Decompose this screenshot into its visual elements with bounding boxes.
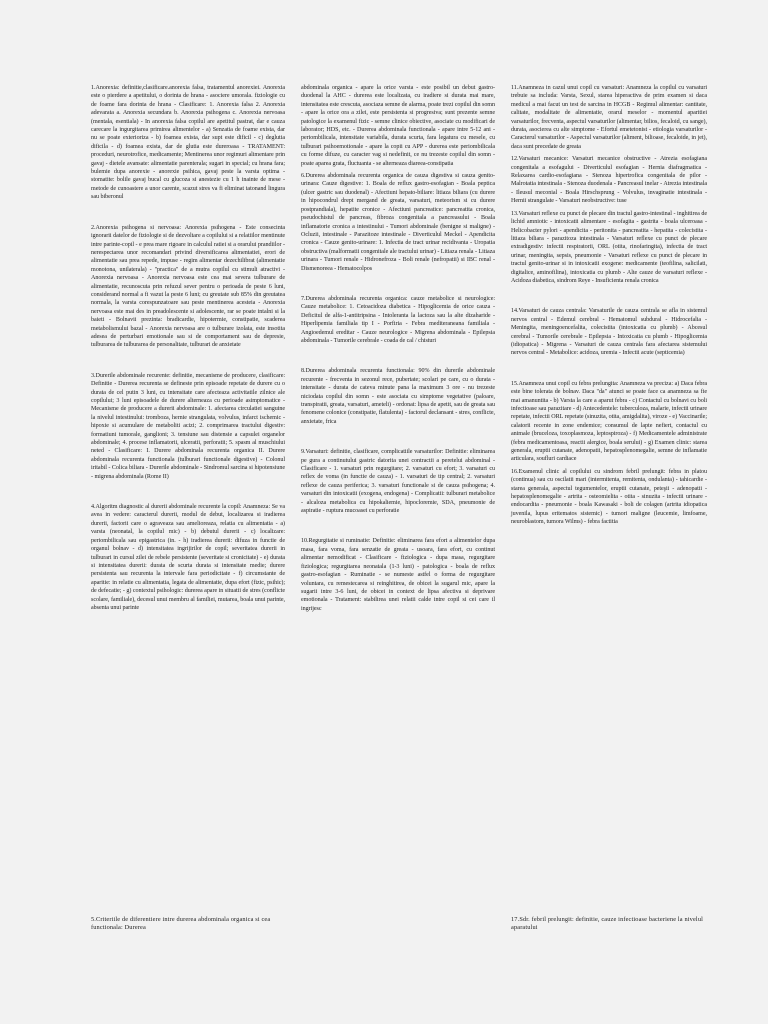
section-recurrent-abdominal-pain: 3.Durerile abdominale recurente: definitie, mecanisme de producere, clasificare: Definitie - Durerea recurenta se defineste prin episoade repetate de durere cu o durata de cel putin 3 luni, cu intensitate care afecteaza activitatile zilnice ale copilului; 3 luni episoadele de durere alterneaza cu perioade asimptomatice - Mecanisme de producere a durerii abdominale: 1. afectarea circulatiei sanguine la nivelul intestinului: tromboza, hernie strangulata, volvulus, infarct ischemic - hipoxie si acumulare de metaboliti acizi; 2. comprimarea tractului digestiv: formatiuni tumorale, ganglioni; 3. tensiune sau distensie a capsulei organelor abdominale; 4. procese inflamatorii, ulceratii, perforatii; 5. spasm al muschiului neted - Clasificare: I. Durere abdominala recurenta organica II. Durere abdominala recurenta functionala (tulburari functionale digestive) - Colonul iritabil - Colica biliara - Durerile abdominale - Sindromul sarcina si hipotensiune - migrena abdominala (Rome II) — [91, 372, 285, 480]
section-organic-metabolic-neurologic: 7.Durerea abdominala recurenta organica: cauze metabolice si neurologice: Cauze metabolice: 1. Cetoacidoza diabetica - Hipoglicemia de orice cauza - Deficitul de alfa-1-antitripsina - Intoleranta la lactoza sau la alte dizaharide - Hiperlipemia familiala tip I - Porfiria - Febra mediteraneana familiala - Angioedemul ereditar - Cauze neurologice - Migrena abdominala - Epilepsia abdominala - Tumorile cerebrale - coada de cal / chisturi — [301, 295, 495, 344]
section-functional-pain: 8.Durerea abdominala recurenta functionala: 90% din durerile abdominale recurente - frecventa in sezonul rece, pubertate; scolari pe care, cu o durata - intensitate - durata de cateva minute pana la maximum 3 ore - nu trezeste niciodata copilul din somn - este asociata cu simptome vegetative (paloare, transpiratii, greata, varsaturi, ameteli) - ordonat: lipsa de apetit, sau de greata sau fenomene colonice (constipatie, flatulenta) - factorul declansant - stres, conflicte, anxietate, frica — [301, 368, 495, 425]
text-column-right — [511, 84, 707, 531]
section-vomiting: 9.Varsaturi: definitie, clasificare, complicatiile varsaturilor: Definitie: eliminarea pe gura a continutului gastric datorita unei contractii a peretelui abdominal - Clasificare - 1. varsaturi prin regurgitare; 2. varsaturi cu efort; 3. varsaturi cu reflex de voma (in functie de cauza) - 1. varsaturi de tip central; 2. varsaturi reflexe de cauza periferica; 3. varsaturi functionale si de cauza psihogena; 4. varsaturi din intoxicatii (exogena, endogena) - Complicatii: tulburari metabolice - alcaloza metabolica cu hipokaliemie, hipocloremie, SDA, pneumonie de aspiratie - ruptura mucoasei cu perforatie — [301, 449, 495, 515]
footer-text-right: 17.Sdr. febril prelungit: definitie, cauze infectioase bacteriene la nivelul aparatului — [511, 916, 704, 932]
section-anorexia-definition: 1.Anorexia: definitie,clasificare.anorexia falsa, tratamentul anorexiei. Anorexia este o pierdere a apetitului, o dorinta de hrana - asociere umorala. fiziologie cu de foame fara dorinta de hrana - Clasificare: 1. Anorexia falsa 2. Anorexia adevarata a. Anorexia secundara b. Anorexia psihogena c. Anorexia nervoasa (mentala, esentiala) - In anorexia falsa copilul are apetitul pastrat, dar e cauza carecare la ingurgitarea primirea alimentelor - a) Senzatia de foame exista, dar nu se poate exterioriza - b) foamea exista, dar supt este dificil - c) deglutia dificila - d) foamea exista, dar de glutia este dureroasa - TRATAMENT: proceduri, neurotrofice, medicamente; Mentinerea unor regimuri alimentare prin gavaj - dietele avansate: alimentatie parenterala; sugari in special; cu hrana fara; bulemie dupa anorexie - anorexie psihica, gavaj peste la varsta optima - stomatite: bolile gavaj bucal cu glucoza si anestezie cu 1 h inainte de mese - metode de cunoastere a unor carente, scazut stres va fi eliminat tatonand lingura sau biberonul — [91, 85, 285, 201]
text-column-left — [91, 84, 285, 616]
section-regurgitation-rumination: 10.Regurgitatie si ruminatie: Definitie: eliminarea fara efort a alimentelor dupa masa, fara voma, fara senzatie de greata - usoara, fara efort, cu continut alimentar nemodificat - Clasificare - fiziologica - dupa masa, regurgitare fiziologica; regurgitarea neonatala (1-3 luni) - patologica - boala de reflux gastro-esofagian - Ruminatie - se numeste astfel o forma de regurgitare voluntara, cu remestecarea si reinghitirea, de obicei la sugarul mic, apare la sugarii intre 3-6 luni, de obicei in context de lipsa afectiva si deprivare emotionala - Tratament: stabilirea unei relatii calde intre copil si cei care il ingrijesc — [301, 538, 495, 612]
section-spacer — [301, 349, 495, 367]
section-mechanical-vomiting: 12.Varsaturi mecanice: Varsaturi mecanice obstructive - Atrezia esofagiana congenitala a esofagului - Diverticulul esofagian - Hernia diafragmatica - Relaxarea cardio-esofagiana - Stenoza hipertrofica congenitala de pilor - Malrotatia intestinala - Stenoza duodenala - Pancreasul inelar - Atrezia intestinala - Ileusul meconial - Boala Hirschsprung - Volvulus, invaginatie intestinala - Hernii strangulate - Varsaturi neobstructive: tuse — [511, 156, 707, 205]
section-spacer — [511, 362, 707, 380]
section-organic-vs-functional: abdominala organica - apare la orice varsta - este posibil un debut gastro-duodenal la AHC - durerea este localizata, cu iradiere si durata mai mare, intensitatea este crescuta, asociaza semne de alarma, poate trezi copilul din somn - apare la orice ora a zilei, este persistenta si progresiva; sunt prezente semne patologice la examenul fizic - semne clinice obiective, asociate cu modificari de laborator; HDS, etc. - Durerea abdominala functionala - apare intre 5-12 ani - periombilicala, intensitate variabila, durata scurta, fara legatura cu mesele, cu tulburari psihoemotionale - apare la copii cu APP - durerea este periombilicala cu forme difuze, cu caracter vag si nedefinit, ce nu trezeste copilul din somn - poate aparea grata, fluctuanta - se alterneaza diareea-constipatia — [301, 85, 495, 167]
section-spacer — [301, 277, 495, 295]
section-spacer — [511, 289, 707, 307]
section-diagnostic-algorithm: 4.Algoritm diagnostic al durerii abdominale recurente la copil: Anamneza: Se va avea in vedere: caracterul durerii, modul de debut, localizarea si iradierea durerii, factorii care o agraveaza sau amelioreaza, relatia cu alimentatia - a) varsta (neonatal, la copilul mic) - b) debutul durerii - c) localizare: periombilicala sau epigastrica (in. - h) iradierea durerii: difuza in functie de organul bolnav - d) intensitatea ingrijirilor de copil; severitatea durerii in tulburari in cursul zilei de rebele persistente (severitate si cronicitate) - e) durata si intensitatea durerii: durata de scurta durata si intensitate medie; durere persistenta sau recurenta la intervale fara periodicitate - f) circumstante de aparitie: in relatie cu alimentatia, legata de alimentatie, dupa efort (fizic, psihic); de defecatie; - g) contextul psihologic: durerea apare in situatii de stres (conflicte scolare, familiale), decesul unui membru al familiei, mutarea, boala unui parinte, absenta unui parinte — [91, 504, 285, 611]
footer-text-left: 5.Criteriile de diferentiere intre durerea abdominala organica si cea functionala: Durerea — [91, 916, 271, 932]
section-spacer — [91, 354, 285, 372]
text-column-middle — [301, 84, 495, 617]
section-vomiting-anamnesis: 11.Anamneza in cazul unui copil cu varsaturi: Anamneza la copilul cu varsaturi trebuie sa includa: Varsta, Sexul, starea hiperactiva de prim examen si daca medicul a mai facut un test de sarcina in HCGB - Regimul alimentar: cantitate, calitate, modalitate de alimentatie, orarul meselor - momentul aparitiei varsaturilor, frecventa, aspectul varsaturilor (alimentar, bilios, fecaloid, cu sange), durata, asocierea cu alte simptome - Efortul emetetonist - etiologia varsaturilor - Caracterul varsaturilor - Aspectul varsaturilor (aliment, bilioase, fecaloide, in jet), daca sunt precedate de greata — [511, 85, 707, 150]
section-prolonged-fever-exam: 16.Examenul clinic al copilului cu sindrom febril prelungit: febra in platou (continua) sau cu oscilatii mari (intermitenta, remitenta, ondulanta) - tahicardie - starea generala, aspectul tegumentelor, eruptii cutanate, peteşii - adenopatii - hepatosplenomegalie - artrita - osteomielita - otita - sinuzita - infectii urinare - endocardita - pneumonie - boala Kawasaki - boli de colagen (artrita idiopatica juvenila, lupus eritematos sistemic) - tumori maligne (leucemie, limfoame, neuroblastom, tumora Wilms) - febra factitia — [511, 468, 707, 526]
section-anorexia-psychogenic-nervous: 2.Anorexia psihogena si nervoasa: Anorexia psihogena - Este consecinta ignorarii datelor de fiziologie si de dezvoltare a copilului si a relatiilor mentinute intre parinte-copil - e prea mare rigoare in calculul ratiei si a orarului prandiilor - nerespectarea unor recomandari privind diversificarea alimentatiei, erori de alimentatie sau prea repede, impuse - regim alimentar dezechilibrat (alimentatie monotona, unilaterala) - "practica" de a mutra copilul cu stimuli atractivi - Anorexia nervoasa - Anorexia nervoasa este cea mai severa tulburare de alimentatie, recunoscuta prin refuzul sever pentru o perioada de peste 6 luni, considerand normal a fi vazut la peste 6 luni; cu greutate sub 85% din greutatea normala, la varsta corespunzatoare sau peste mentinerea acesteia - Anorexia nervoasa este mai des in preadolescente si adolescente, rar se poate intalni si la baieti - Bolnavii prezinta: bradicardie, hipotermie, constipatie, scaderea metabolismului bazal - Anorexia nervoasa are o tulburare izolata, este insotita adesea de perturbari emotionale sau si de comportament sau de depresie, tulburarea de tulburarea de personalitate, tulburari de anxietate — [91, 224, 285, 349]
section-spacer — [91, 485, 285, 503]
section-central-vomiting: 14.Varsaturi de cauza centrala: Varsaturile de cauza centrala se afla in sistemul nervos central - Edemul cerebral - Hematomul subdural - Hidrocefalia - Meningita, meningoencefalita, colecistita (intoxicatia cu plumb) - Abcesul cerebral - Tumorile cerebrale - Epilepsia - Intoxicatia cu plumb - Hipoglicemia (idiopatica) - Migrena - Varsaturi de cauza centrala fara afectarea sistemului nervos central - Metabolice: acidoza, uremia - Infectii acute (septicemia) — [511, 308, 707, 357]
section-organic-digestive-genitourinary: 6.Durerea abdominala recurenta organica de cauza digestiva si cauza genito-urinara: Cauze digestive: 1. Boala de reflux gastro-esofagian - Boala peptica (ulcer gastric sau duodenal) - Afectiuni hepato-biliare: litiaza biliara (cu durere in hipocondrul drept mergand de greata, varsaturi, meteorism si cu durere postprandiala), hepatite cronice - Afectiuni pancreatice: pancreatita cronica, pseudochistul de pancreas, fibroza congenitala a pancreasului - Boala inflamatorie cronica a intestinului - Tumori abdominale (benigne si maligne) - Ocluzii, intestinale - Parazitoze intestinale - Diverticulul Meckel - Apendicita cronica - Cauze genito-urinare: 1. Infectia de tract urinar recidivanta - Uropatia obstructiva (malformatii congenitale ale tractului urinar) - Litiaza renala - Litiaza urinara - Tumori renale - Hidronefroza - Boli renale (nefropatii) si IBC renal - Dismenoreea - Hematocolpos — [301, 173, 495, 272]
section-prolonged-fever-anamnesis: 15.Anamneza unui copil cu febra prelungita: Anamneza va preciza: a) Daca febra este bine tolerata de bolnav. Daca "da" atunci se poate face ca anamneza sa fie mai amanuntita - b) Varsta la care a aparut febra - c) Contactul cu bolnavi cu boli infectioase sau parazitare - d) Antecedentele: tuberculoza, malarie, infectii urinare repetate, infectii ORL repetate (sinuzita, otita, amigdalita), viroze - e) Vaccinarile; calatorii recente in zone endemice; consumul de lapte nefiert, contactul cu animale (bruceloza, toxoplasmoza, leptospiroza) - f) Medicamentele administrate (febra medicamentoasa, reactii alergice, boala serului) - g) Examen clinic: starea generala, eruptii cutanate, adenopatii, hepatosplenomegalie, semne de inflamatie articulara, soufluri cardiace — [511, 380, 707, 463]
section-spacer — [301, 519, 495, 537]
section-spacer — [301, 430, 495, 448]
section-spacer — [91, 206, 285, 224]
section-reflex-vomiting: 13.Varsaturi reflexe cu punct de plecare din tractul gastro-intestinal - inghitirea de lichid amniotic - intoxicatii alimentare - esofagita - gastrita - boala ulceroasa - Helicobacter pylori - apendicita - peritonita - pancreatita - hepatita - colecistita - litiaza biliara - parazitoza intestinala - Varsaturi reflexe cu punct de plecare extradigestiv: infectii respiratorii, ORL (otita, rinofaringita), infectia de tract urinar, meningita, sepsis, pneumonie - Varsaturi reflexe cu punct de plecare in tractul genito-urinar si in intoxicatii exogene: medicamente (teofilina, salicilati, digitalice, aminofilina), intoxicatia cu plumb - Alte cauze de varsaturi reflexe - Acidoza diabetica, sindrom Reye - Insuficienta renala cronica — [511, 210, 707, 284]
